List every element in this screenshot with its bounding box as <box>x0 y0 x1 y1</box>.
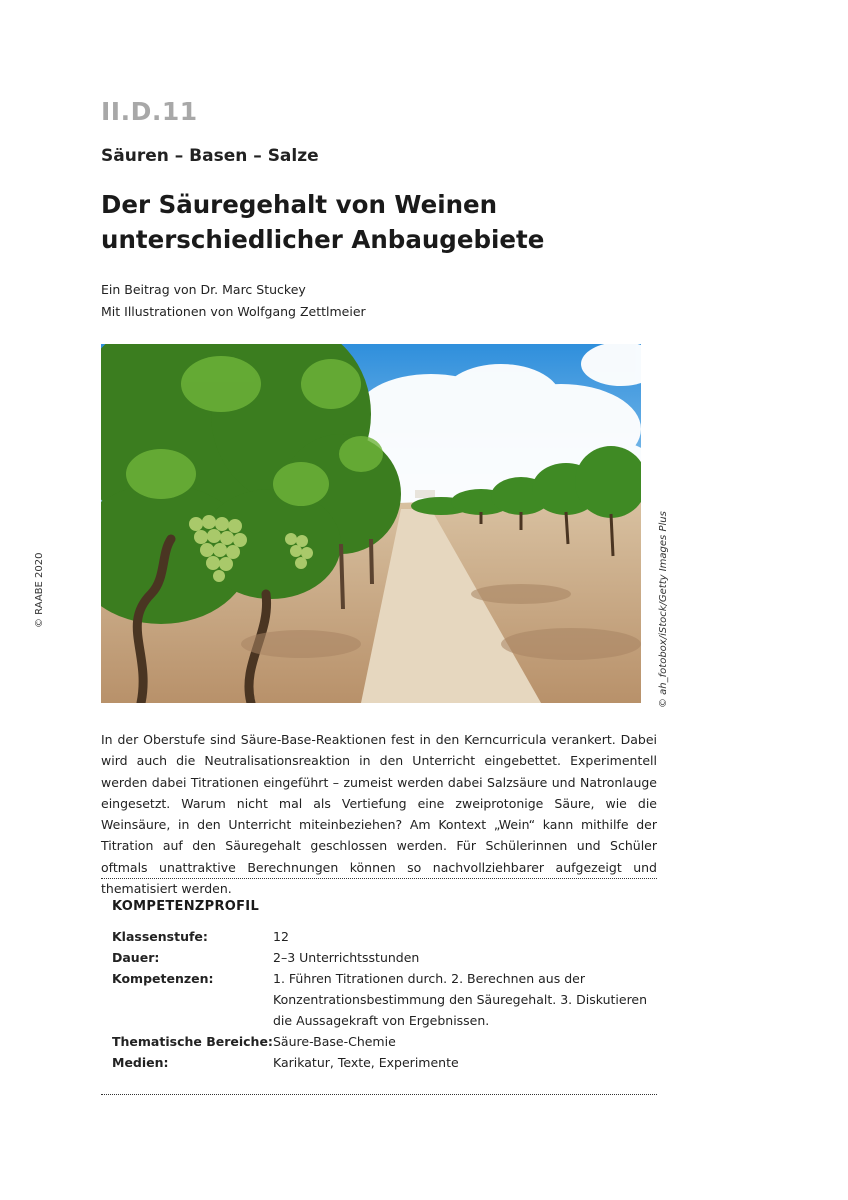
photo-credit: © ah_fotobox/iStock/Getty Images Plus <box>658 511 669 708</box>
profile-row-duration <box>112 947 652 968</box>
profile-label: Kompetenzen: <box>112 971 214 986</box>
profile-row-grade <box>112 926 652 947</box>
credits <box>101 279 366 323</box>
profile-heading: KOMPETENZPROFIL <box>112 899 260 914</box>
author-credit: Ein Beitrag von Dr. Marc Stuckey <box>101 282 306 297</box>
intro-paragraph: In der Oberstufe sind Säure-Base-Reaktionen fest in den Kerncurricula verankert. Dabei wird auch die Neutralisationsreaktion in den Unterricht eingebettet. Experimentell werden dabei Titrationen eingeführt – zumeist werden dabei Salzsäure und Natronlauge eingesetzt. Warum nicht mal als Vertiefung eine zweiprotonige Säure, wie die Weinsäure, in den Unterricht miteinbeziehen? Am Kontext „Wein“ kann mithilfe der Titration auf den Säuregehalt geschlossen werden. Für Schülerinnen und Schüler oftmals unattraktive Berechnungen können so nachvollziehbarer aufgezeigt und thematisiert werden. <box>101 732 657 897</box>
profile-value: Säure-Base-Chemie <box>273 1034 396 1049</box>
profile-row-topics <box>112 1031 652 1052</box>
profile-label: Klassenstufe: <box>112 929 208 944</box>
competence-profile <box>101 878 657 1095</box>
profile-label: Medien: <box>112 1055 169 1070</box>
profile-value: Karikatur, Texte, Experimente <box>273 1055 459 1070</box>
profile-row-media <box>112 1052 652 1073</box>
page-title <box>101 187 701 257</box>
vineyard-photo <box>101 344 641 703</box>
profile-value: 1. Führen Titrationen durch. 2. Berechnen aus der Konzentrationsbestimmung den Säuregehalt. 3. Diskutieren die Aussagekraft von Ergebnissen. <box>273 971 648 1028</box>
profile-label: Dauer: <box>112 950 160 965</box>
profile-label: Thematische Bereiche: <box>112 1034 273 1049</box>
topic-subtitle: Säuren – Basen – Salze <box>101 146 319 166</box>
profile-table <box>112 926 652 1073</box>
profile-row-competences <box>112 968 652 1031</box>
title-line-1: Der Säuregehalt von Weinen <box>101 190 498 219</box>
illustrator-credit: Mit Illustrationen von Wolfgang Zettlmeier <box>101 304 366 319</box>
profile-value: 12 <box>273 929 289 944</box>
title-line-2: unterschiedlicher Anbaugebiete <box>101 225 545 254</box>
section-code: II.D.11 <box>101 97 198 126</box>
side-copyright: © RAABE 2020 <box>34 552 45 628</box>
profile-value: 2–3 Unterrichtsstunden <box>273 950 420 965</box>
